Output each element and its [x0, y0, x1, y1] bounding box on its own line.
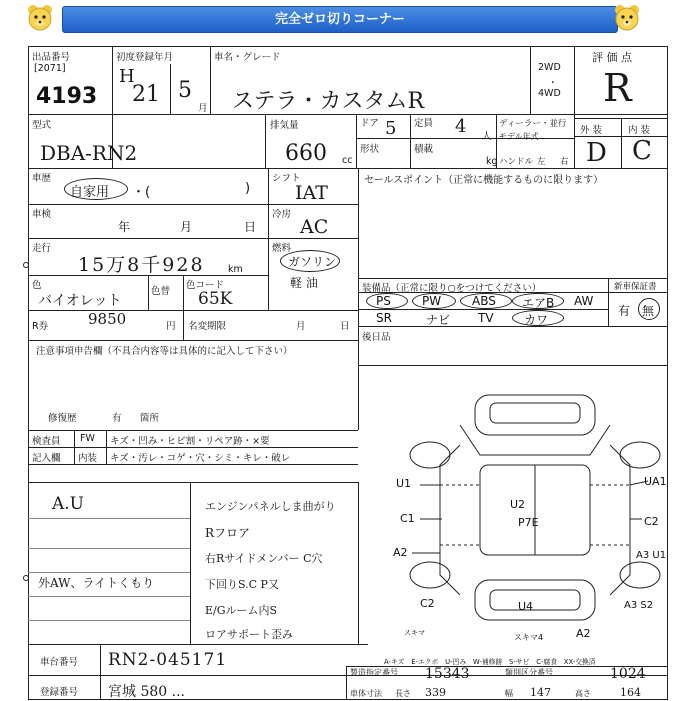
car-name-value: ステラ・カスタムR [232, 89, 425, 114]
recycle-value: 9850 [88, 310, 127, 328]
equip-airb: エアB [522, 296, 555, 310]
load-label: 積載 [414, 144, 434, 155]
inspector-items-2: キズ・汚レ・コゲ・穴・シミ・キレ・破レ [110, 453, 291, 464]
fuel-gasoline: ガソリン [288, 255, 337, 269]
sales-point-label: セールスポイント（正常に機能するものに限ります） [364, 175, 604, 186]
registration-label: 登録番号 [40, 687, 79, 698]
banner-title: 完全ゼロ切りコーナー [62, 6, 618, 33]
shaken-month: 月 [180, 220, 193, 234]
cooling-label: 冷房 [272, 209, 292, 220]
first-reg-label: 初度登録年月 [116, 52, 174, 63]
name-change-label: 名変期限 [188, 321, 227, 332]
handle-left: 左 [537, 157, 546, 167]
equip-ps: PS [376, 294, 391, 308]
displacement-unit: cc [342, 155, 353, 166]
cooling-value: AC [300, 216, 329, 238]
equipment-label: 装備品（正常に限り○をつけてください） [362, 283, 542, 294]
punch-dot [23, 575, 29, 581]
mark-u1: U1 [396, 477, 412, 490]
model-label: 型式 [32, 120, 52, 131]
mark-u2: U2 [510, 498, 526, 511]
handle-label: ハンドル [499, 157, 534, 167]
length-label: 長さ [395, 689, 411, 698]
fuel-diesel: 軽 油 [290, 276, 318, 290]
drive-2wd: 2WD [538, 62, 561, 73]
remark-right-2: Rフロア [205, 526, 251, 540]
warranty-no: 無 [642, 304, 655, 318]
color-value: バイオレット [38, 293, 122, 309]
teddy-bear-icon [612, 3, 642, 33]
inspector-code-fw: FW [80, 433, 95, 444]
history-close: ) [245, 181, 251, 196]
mark-c1: C1 [400, 512, 415, 525]
mark-a2-bottom: A2 [576, 627, 591, 640]
punch-dot [23, 262, 29, 268]
remark-right-6: ロアサポート歪み [205, 628, 293, 641]
history-label: 車歴 [32, 173, 52, 184]
shape-label: 形状 [360, 144, 380, 155]
first-reg-month: 5 [178, 78, 192, 103]
remark-right-5: E/Gルーム内S [205, 604, 278, 617]
size-label: 車体寸法 [350, 689, 382, 698]
mileage-value: 15万8千928 [78, 254, 205, 276]
remark-right-4: 下回りS.C P又 [205, 578, 279, 591]
mark-u4: U4 [518, 600, 534, 613]
mark-a3u1: A3 U1 [636, 550, 667, 561]
equip-navi: ナビ [426, 313, 451, 327]
color-code-value: 65K [198, 289, 233, 309]
repair-label: 修復歴 [48, 413, 77, 424]
shift-value: IAT [295, 182, 328, 204]
cat-spec-value: 1024 [610, 666, 646, 682]
color-change-label: 色替 [151, 286, 171, 297]
displacement-value: 660 [285, 141, 327, 166]
mark-p7e: P7E [518, 516, 539, 529]
equip-kawa: カワ [524, 313, 549, 327]
registration-value: 宮城 580 ... [108, 684, 185, 700]
history-paren: ・( [132, 185, 151, 200]
height-label: 高さ [575, 689, 591, 698]
recycle-label: R券 [32, 321, 49, 332]
mfr-spec-label: 製造指定番号 [350, 668, 398, 677]
mark-ua1: UA1 [644, 475, 667, 488]
mileage-unit: km [228, 264, 243, 275]
repair-place: 箇所 [140, 413, 160, 424]
mark-a2-left: A2 [393, 546, 408, 559]
grade-value: R [603, 66, 632, 110]
mark-a3s2: A3 S2 [624, 600, 654, 611]
drive-dot: ・ [548, 78, 558, 89]
displacement-label: 排気量 [270, 120, 299, 131]
handle-right: 右 [560, 157, 569, 167]
mfr-spec-value: 15343 [425, 666, 470, 682]
repair-has: 有 [112, 413, 122, 424]
lot-label: 出品番号 [32, 52, 71, 63]
first-reg-era: H [119, 66, 135, 87]
chassis-label: 車台番号 [40, 657, 79, 668]
model-year-label: モデル年式 [499, 132, 539, 141]
capacity-value: 4 [455, 116, 467, 137]
dealer-label: ディーラー・並行 [499, 119, 567, 129]
ext-label: 外 装 [580, 125, 603, 136]
teddy-bear-icon [25, 3, 55, 33]
warranty-yes: 有 [618, 304, 631, 318]
drive-4wd: 4WD [538, 88, 561, 99]
mark-sukima2: スキマ4 [514, 633, 544, 642]
width-value: 147 [530, 686, 551, 699]
equip-tv: TV [478, 311, 494, 325]
rear-seat-label: 後日品 [362, 332, 391, 343]
mark-c2-left: C2 [420, 597, 435, 610]
warranty-label: 新車保証書 [614, 282, 657, 292]
mark-c2-right: C2 [644, 515, 659, 528]
notes-label: 注意事項申告欄（不具合内容等は具体的に記入して下さい） [36, 346, 293, 357]
int-label: 内 装 [628, 125, 651, 136]
color-label: 色 [32, 280, 42, 291]
mark-sukima: スキマ [404, 629, 425, 637]
capacity-unit: 人 [482, 131, 492, 142]
width-label: 幅 [505, 689, 513, 698]
equip-pw: PW [422, 294, 442, 308]
name-change-day: 日 [340, 321, 350, 332]
damage-legend: A-キズ E-エクボ U-凹み W-補修跡 S-サビ C-腐食 XX-交換済 [384, 658, 596, 666]
shaken-year: 年 [118, 220, 131, 234]
first-reg-month-unit: 月 [198, 103, 208, 114]
shift-label: シフト [272, 173, 301, 184]
shaken-day: 日 [244, 220, 257, 234]
inspector-label: 検査員 [32, 436, 61, 447]
doors-label: ドア [360, 118, 379, 129]
height-value: 164 [620, 686, 641, 699]
mileage-label: 走行 [32, 243, 52, 254]
entry-label: 記入欄 [32, 453, 61, 464]
shaken-label: 車検 [32, 209, 52, 220]
equip-abs: ABS [472, 294, 496, 308]
length-value: 339 [425, 686, 446, 699]
int-value: C [632, 136, 652, 166]
fuel-label: 燃料 [272, 243, 292, 254]
capacity-label: 定員 [414, 118, 434, 129]
first-reg-year: 21 [132, 82, 160, 107]
lot-number: 4193 [36, 84, 98, 109]
recycle-unit: 円 [166, 321, 176, 332]
chassis-value: RN2-045171 [108, 650, 228, 670]
load-unit: kg [486, 156, 498, 167]
mascot-right [612, 3, 642, 37]
inspector-items-1: キズ・凹み・ヒビ割・リペア跡・×要 [110, 436, 270, 447]
ext-value: D [586, 138, 607, 168]
inspector-code-int: 内装 [78, 453, 98, 464]
history-value: 自家用 [70, 185, 110, 200]
mascot-left [25, 3, 55, 37]
remark-left-1: A.U [52, 494, 85, 514]
remark-left-2: 外AW、ライトくもり [38, 576, 155, 590]
equip-aw: AW [574, 294, 594, 308]
cat-spec-label: 類別区分番号 [505, 668, 553, 677]
equip-sr: SR [376, 311, 392, 325]
lot-code: [2071] [34, 63, 66, 74]
doors-value: 5 [385, 118, 397, 139]
car-name-label: 車名・グレード [214, 52, 281, 63]
name-change-month: 月 [296, 321, 306, 332]
grade-label: 評 価 点 [592, 51, 632, 64]
remark-right-3: 右Rサイドメンバー C穴 [205, 552, 323, 565]
remark-right-1: エンジンパネルしま曲がり [205, 500, 336, 513]
color-code-label: 色コード [186, 280, 225, 291]
model-value: DBA-RN2 [40, 141, 138, 165]
